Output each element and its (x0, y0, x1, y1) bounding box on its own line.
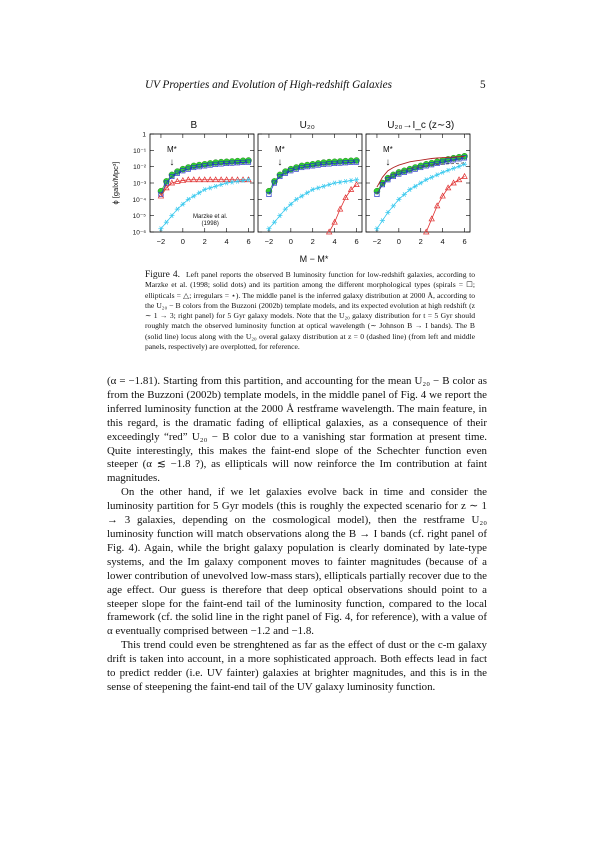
panel-note: (1998) (201, 221, 219, 227)
data-point-star (440, 170, 445, 175)
data-point-star (435, 173, 440, 178)
data-point-star (316, 186, 321, 191)
paragraph-1: (α = −1.81). Starting from this partition, and accounting for the mean U₂₀ − B color as from the Buzzoni (2002b) template models, in the middle panel of Fig. 4 we report the inferred luminosity function at the 2000 Å restframe wavelength. The main feature, in this regard, is the dramatic fading of elliptical galaxies, as a consequence of their exceedingly “red” U₂₀ − B color due to a vanishing star formation at present time. Quite interestingly, this makes the faint-end slope of the Schechter function even steeper (α ≲ −1.8 ?), as ellipticals will now reinforce the Im contribution at faint magnitudes. (107, 375, 487, 485)
panel-title: U₂₀ (299, 120, 315, 131)
x-tick-label: 6 (462, 237, 467, 246)
y-axis-label: ϕ [galx/Mpc³] (111, 161, 120, 205)
data-point-star (456, 164, 461, 169)
y-tick-label: 10⁻¹ (133, 147, 146, 155)
figure-caption (145, 270, 475, 352)
y-tick-label: 10⁻² (133, 164, 146, 172)
panel-title: B (190, 120, 198, 131)
page-number: 5 (480, 79, 486, 91)
x-tick-label: 0 (288, 237, 293, 246)
x-tick-label: 6 (246, 237, 251, 246)
data-point-star (343, 179, 348, 184)
data-point-star (310, 187, 315, 192)
x-tick-label: 0 (396, 237, 401, 246)
data-point-triangle (462, 174, 467, 179)
panel-note: Marzke et al. (193, 214, 228, 220)
data-point-star (451, 166, 456, 171)
data-point-star (219, 182, 224, 187)
paragraph-3: This trend could even be strenghtened as far as the effect of dust or the c-m galaxy drift is taken into account, in a more sophisticated approach. Both effects lead in fact to predict redder (i.e. UV fainter) galaxies at brighter magnitudes, and this is in the sense of steepening the faint-end tail of the UV galaxy luminosity function. (107, 639, 487, 693)
x-tick-label: −2 (156, 237, 166, 246)
data-point-star (197, 191, 202, 196)
mstar-label: M* (275, 145, 285, 154)
series-line-irregulars (269, 180, 357, 229)
x-tick-label: 2 (310, 237, 315, 246)
data-point-triangle (354, 182, 359, 187)
running-title: UV Properties and Evolution of High-redshift Galaxies (145, 79, 392, 91)
y-tick-label: 10⁻⁶ (132, 229, 146, 237)
data-point-star (240, 178, 245, 183)
x-tick-label: 4 (332, 237, 337, 246)
data-point-star (418, 181, 423, 186)
mstar-arrow: ↓ (385, 157, 391, 168)
x-tick-label: 2 (202, 237, 207, 246)
x-axis-label: M − M* (299, 254, 329, 264)
data-point-star (191, 194, 196, 199)
data-point-star (380, 218, 385, 223)
x-tick-label: −2 (372, 237, 382, 246)
data-point-star (305, 191, 310, 196)
data-point-star (424, 177, 429, 182)
caption-text: Left panel reports the observed B luminosity function for low-redshift galaxies, according to Marzke et al. (1998; solid dots) and its partition among the different morphological types (spirals = ☐; ellipticals = △; irregulars = ⋆). The middle panel is the inferred galaxy distribution at 2000 Å, according to the U₂₀ − B colors from the Buzzoni (2002b) template models, and its expected evolution at high redshift (z ∼ 1 → 3; right panel) for 5 Gyr galaxy models. Note that the U₂₀ galaxy distribution for t = 5 Gyr should roughly match the observed luminosity function at optical wavelength (∼ Johnson B → I bands). The B (solid line) locus along with the U₂₀ overal galaxy distribution at z = 0 (dashed line) (from left and middle panels, respectively) are overplotted, for reference. (145, 270, 475, 352)
panel-title: U₂₀→I_c (z∼3) (387, 120, 455, 131)
data-point-star (413, 184, 418, 189)
x-tick-label: 6 (354, 237, 359, 246)
x-tick-label: −2 (264, 237, 274, 246)
x-tick-label: 0 (180, 237, 185, 246)
x-tick-label: 2 (418, 237, 423, 246)
caption-label: Figure 4. (145, 270, 180, 280)
paragraph-2: On the other hand, if we let galaxies evolve back in time and consider the luminosity partition for 5 Gyr models (this is roughly the expected scenario for z ∼ 1 → 3 galaxies, depending on the cosmological model), then the restframe U₂₀ luminosity function will match observations along the B → I bands (cf. right panel of Fig. 4). Again, while the bright galaxy population is clearly dominated by late-type systems, and the Im galaxy component moves to fainter magnitudes (because of a lower contribution of unevolved low-mass stars), ellipticals partially recover due to the age effect. Our guess is therefore that deep optical observations should point to a steeper slope for the faint-end tail of the luminosity function, compared to the local framework (cf. the solid line in the right panel of Fig. 4, for reference), with a value of α eventually comprised between −1.2 and −1.8. (107, 486, 487, 638)
data-point-star (246, 177, 251, 182)
y-tick-label: 10⁻³ (133, 180, 146, 188)
data-point-star (321, 184, 326, 189)
x-tick-label: 4 (440, 237, 445, 246)
data-point-star (332, 181, 337, 186)
series-line-irregulars (377, 164, 465, 229)
x-tick-label: 4 (224, 237, 229, 246)
data-point-star (213, 184, 218, 189)
mstar-label: M* (167, 145, 177, 154)
data-point-star (202, 187, 207, 192)
mstar-label: M* (383, 145, 393, 154)
data-point-star (348, 178, 353, 183)
data-point-star (299, 194, 304, 199)
y-tick-label: 1 (142, 131, 146, 139)
series-line-ellipticals (426, 176, 464, 232)
mstar-arrow: ↓ (277, 157, 283, 168)
data-point-star (208, 186, 213, 191)
y-tick-label: 10⁻⁴ (132, 196, 146, 204)
mstar-arrow: ↓ (169, 157, 175, 168)
series-line-ellipticals (161, 180, 249, 196)
data-point-star (327, 182, 332, 187)
body-text (107, 375, 487, 695)
data-point-star (338, 180, 343, 185)
y-tick-label: 10⁻⁵ (132, 213, 146, 221)
data-point-star (446, 168, 451, 173)
figure-4-chart (108, 114, 488, 270)
data-point-star (429, 175, 434, 180)
